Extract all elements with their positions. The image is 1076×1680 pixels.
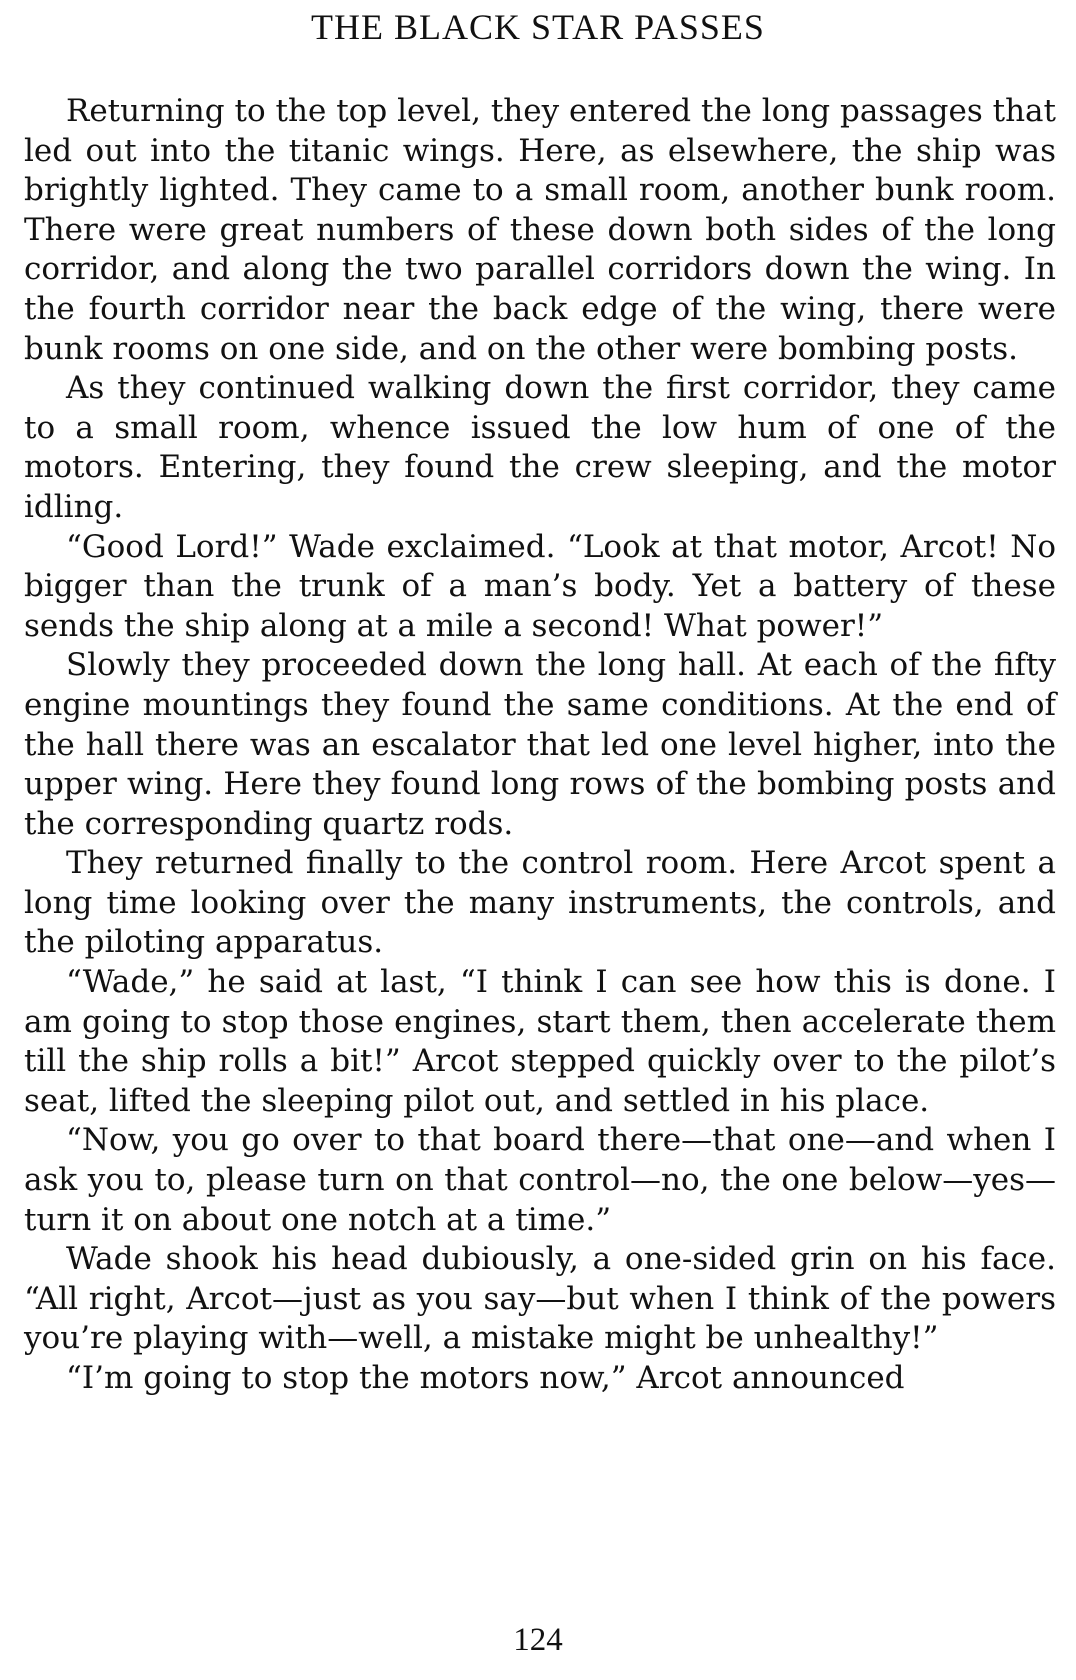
paragraph: Slowly they proceeded down the long hall. At each of the fifty engine mountings they found the same conditions. At the end of the hall there was an escalator that led one level higher, into the upper wing. Here they found long rows of the bombing posts and the corresponding quartz rods. xyxy=(24,647,1056,842)
paragraph: Wade shook his head dubiously, a one-sided grin on his face. “All right, Arcot—just as you say—but when I think of the powers you’re playing with—well, a mistake might be unhealthy!” xyxy=(24,1241,1056,1357)
paragraph: As they continued walking down the first corridor, they came to a small room, whence issued the low hum of one of the motors. Entering, they found the crew sleeping, and the motor idling. xyxy=(24,370,1056,525)
paragraph: They returned finally to the control room. Here Arcot spent a long time looking over the many instruments, the controls, and the piloting apparatus. xyxy=(24,845,1056,961)
paragraph: “Wade,” he said at last, “I think I can see how this is done. I am going to stop those engines, start them, then accelerate them till the ship rolls a bit!” Arcot stepped quickly over to the pilot’s seat, lifted the sleeping pilot out, and settled in his place. xyxy=(24,964,1056,1119)
page-number: 124 xyxy=(513,1622,563,1658)
paragraph: “Now, you go over to that board there—that one—and when I ask you to, please turn on that control—no, the one below—yes—turn it on about one notch at a time.” xyxy=(24,1122,1056,1238)
paragraph: “I’m going to stop the motors now,” Arcot announced xyxy=(66,1360,905,1396)
running-head-title: THE BLACK STAR PASSES xyxy=(311,7,765,47)
paragraph: Returning to the top level, they entered the long passages that led out into the titanic wings. Here, as elsewhere, the ship was brightly lighted. They came to a small room, another bunk room. There were great numbers of these down both sides of the long corridor, and along the two parallel corridors down the wing. In the fourth corridor near the back edge of the wing, there were bunk rooms on one side, and on the other were bombing posts. xyxy=(24,93,1056,367)
body-text xyxy=(24,92,1056,1399)
paragraph: “Good Lord!” Wade exclaimed. “Look at that motor, Arcot! No bigger than the trunk of a man’s body. Yet a battery of these sends the ship along at a mile a second! What power!” xyxy=(24,528,1056,644)
